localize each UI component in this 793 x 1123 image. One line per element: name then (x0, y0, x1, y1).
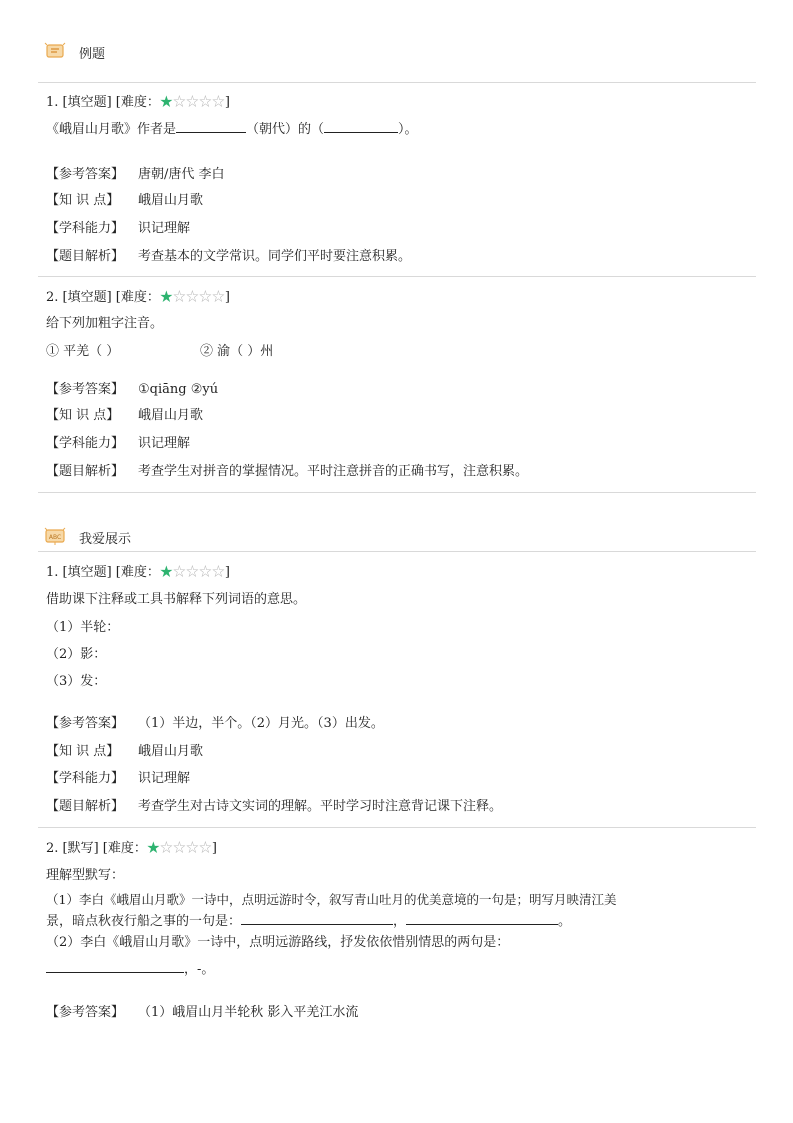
divider (38, 82, 756, 83)
knowledge-row: 【知 识 点】 峨眉山月歌 (46, 744, 204, 759)
divider (38, 492, 756, 493)
answer-row: 【参考答案】 （1）峨眉山月半轮秋 影入平羌江水流 (46, 1005, 359, 1020)
question-text: 给下列加粗字注音。 (46, 316, 164, 331)
question-header: 2. [填空题] [难度：★☆☆☆☆] (46, 290, 230, 305)
divider (38, 551, 756, 552)
blank-field[interactable] (241, 912, 393, 925)
section-title-examples: 例题 (79, 47, 106, 62)
knowledge-row: 【知 识 点】 峨眉山月歌 (46, 408, 204, 423)
abc-board-icon (44, 527, 66, 545)
ability-row: 【学科能力】 识记理解 (46, 436, 191, 451)
answer-row: 【参考答案】 （1）半边，半个。（2）月光。（3）出发。 (46, 716, 384, 731)
question-text: （1）李白《峨眉山月歌》一诗中，点明远游时令，叙写青山吐月的优美意境的一句是；明写月映清江美 (46, 892, 617, 907)
star-filled-icon: ★ (159, 290, 173, 305)
question-item: （3）发： (46, 674, 107, 689)
question-text: 景，暗点秋夜行船之事的一句是： ， 。 (46, 914, 572, 929)
blank-field[interactable] (176, 120, 246, 133)
star-empty-icon: ☆☆☆☆ (159, 841, 212, 856)
blank-field[interactable] (406, 912, 558, 925)
answer-row: 【参考答案】 唐朝/唐代 李白 (46, 167, 225, 182)
svg-text:ABC: ABC (48, 534, 62, 541)
star-empty-icon: ☆☆☆☆ (172, 565, 225, 580)
question-text: 《峨眉山月歌》作者是 （朝代）的（ ）。 (46, 122, 418, 137)
divider (38, 827, 756, 828)
question-header: 1. [填空题] [难度：★☆☆☆☆] (46, 565, 230, 580)
question-text: 理解型默写： (46, 868, 125, 883)
star-filled-icon: ★ (146, 841, 160, 856)
blank-field[interactable] (324, 120, 398, 133)
question-text: （2）李白《峨眉山月歌》一诗中，点明远游路线，抒发依依惜别情思的两句是： (46, 935, 510, 950)
star-filled-icon: ★ (159, 565, 173, 580)
book-badge-icon (44, 42, 66, 60)
answer-row: 【参考答案】 ①qiāng ②yú (46, 382, 219, 397)
blank-field[interactable] (46, 960, 184, 973)
star-empty-icon: ☆☆☆☆ (172, 290, 225, 305)
analysis-row: 【题目解析】 考查学生对拼音的掌握情况。平时注意拼音的正确书写，注意积累。 (46, 464, 529, 479)
analysis-row: 【题目解析】 考查学生对古诗文实词的理解。平时学习时注意背记课下注释。 (46, 799, 503, 814)
question-text: ，-。 (46, 958, 214, 977)
question-text: 借助课下注释或工具书解释下列词语的意思。 (46, 592, 307, 607)
star-filled-icon: ★ (159, 95, 173, 110)
star-empty-icon: ☆☆☆☆ (172, 95, 225, 110)
divider (38, 276, 756, 277)
question-item: （2）影： (46, 647, 107, 662)
ability-row: 【学科能力】 识记理解 (46, 771, 191, 786)
analysis-row: 【题目解析】 考查基本的文学常识。同学们平时要注意积累。 (46, 249, 412, 264)
question-header: 1. [填空题] [难度：★☆☆☆☆] (46, 95, 230, 110)
section-title-showcase: 我爱展示 (79, 532, 132, 547)
ability-row: 【学科能力】 识记理解 (46, 221, 191, 236)
question-item: ② 渝（ ）州 (200, 344, 274, 359)
question-item: ① 平羌（ ） (46, 344, 120, 359)
knowledge-row: 【知 识 点】 峨眉山月歌 (46, 193, 204, 208)
question-header: 2. [默写] [难度：★☆☆☆☆] (46, 841, 217, 856)
question-item: （1）半轮： (46, 620, 120, 635)
